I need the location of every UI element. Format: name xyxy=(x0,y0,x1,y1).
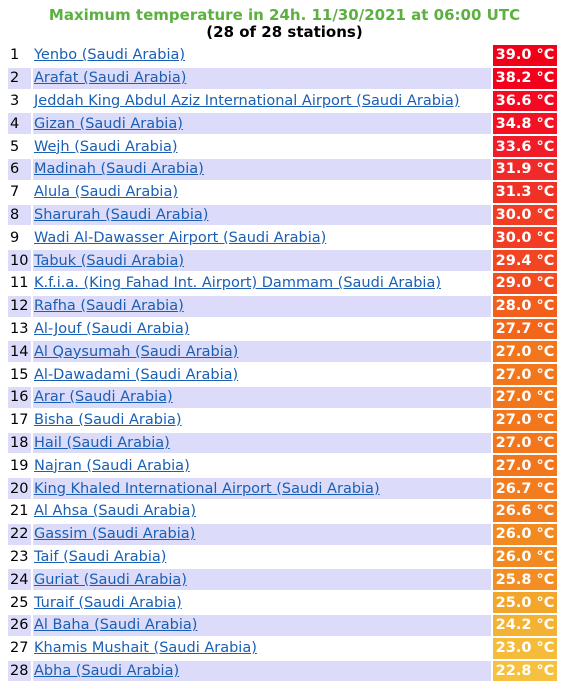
station-count: (28 of 28 stations) xyxy=(206,23,363,41)
station-rank: 4 xyxy=(8,113,31,134)
table-row xyxy=(8,455,557,476)
temperature-badge: 34.8 °C xyxy=(493,113,557,134)
station-link[interactable]: Bisha (Saudi Arabia) xyxy=(34,412,182,429)
station-rank: 13 xyxy=(8,319,31,340)
station-rank: 24 xyxy=(8,569,31,590)
station-rank: 18 xyxy=(8,433,31,454)
table-row xyxy=(8,501,557,522)
table-row xyxy=(8,341,557,362)
table-row xyxy=(8,524,557,545)
table-row xyxy=(8,250,557,271)
station-link[interactable]: Arar (Saudi Arabia) xyxy=(34,389,173,406)
station-rank: 27 xyxy=(8,638,31,659)
station-name-cell xyxy=(33,68,491,89)
station-link[interactable]: Gizan (Saudi Arabia) xyxy=(34,115,183,132)
station-link[interactable]: Arafat (Saudi Arabia) xyxy=(34,70,187,87)
station-rank: 12 xyxy=(8,296,31,317)
station-name-cell xyxy=(33,569,491,590)
temperature-badge: 26.0 °C xyxy=(493,547,557,568)
station-link[interactable]: Wejh (Saudi Arabia) xyxy=(34,138,178,155)
table-row xyxy=(8,159,557,180)
station-link[interactable]: Madinah (Saudi Arabia) xyxy=(34,161,204,178)
table-row xyxy=(8,113,557,134)
station-name-cell xyxy=(33,410,491,431)
table-row xyxy=(8,227,557,248)
station-link[interactable]: Abha (Saudi Arabia) xyxy=(34,662,180,679)
table-row xyxy=(8,569,557,590)
station-link[interactable]: Al Ahsa (Saudi Arabia) xyxy=(34,503,197,520)
temperature-badge: 27.0 °C xyxy=(493,455,557,476)
station-rank: 26 xyxy=(8,615,31,636)
temperature-badge: 26.0 °C xyxy=(493,524,557,545)
station-rank: 23 xyxy=(8,547,31,568)
temperature-badge: 27.0 °C xyxy=(493,364,557,385)
station-rank: 15 xyxy=(8,364,31,385)
station-link[interactable]: Taif (Saudi Arabia) xyxy=(34,548,167,565)
station-name-cell xyxy=(33,159,491,180)
station-rank: 7 xyxy=(8,182,31,203)
table-row xyxy=(8,45,557,66)
station-name-cell xyxy=(33,45,491,66)
station-name-cell xyxy=(33,319,491,340)
station-link[interactable]: Rafha (Saudi Arabia) xyxy=(34,298,184,315)
station-link[interactable]: Jeddah King Abdul Aziz International Airport (Saudi Arabia) xyxy=(34,92,460,109)
station-rank: 5 xyxy=(8,136,31,157)
station-link[interactable]: Khamis Mushait (Saudi Arabia) xyxy=(34,640,257,657)
station-name-cell xyxy=(33,227,491,248)
table-row xyxy=(8,433,557,454)
table-row xyxy=(8,615,557,636)
temperature-badge: 33.6 °C xyxy=(493,136,557,157)
station-rank: 17 xyxy=(8,410,31,431)
station-link[interactable]: Wadi Al-Dawasser Airport (Saudi Arabia) xyxy=(34,229,327,246)
station-link[interactable]: Yenbo (Saudi Arabia) xyxy=(34,47,186,64)
station-name-cell xyxy=(33,592,491,613)
temperature-badge: 27.0 °C xyxy=(493,387,557,408)
temperature-badge: 29.4 °C xyxy=(493,250,557,271)
temperature-badge: 30.0 °C xyxy=(493,205,557,226)
stations-table xyxy=(6,43,559,683)
temperature-badge: 31.9 °C xyxy=(493,159,557,180)
temperature-badge: 27.7 °C xyxy=(493,319,557,340)
station-name-cell xyxy=(33,296,491,317)
temperature-badge: 30.0 °C xyxy=(493,227,557,248)
station-rank: 9 xyxy=(8,227,31,248)
station-name-cell xyxy=(33,250,491,271)
station-rank: 16 xyxy=(8,387,31,408)
stations-table-body xyxy=(8,45,557,681)
station-rank: 3 xyxy=(8,91,31,112)
station-rank: 19 xyxy=(8,455,31,476)
station-link[interactable]: Turaif (Saudi Arabia) xyxy=(34,594,182,611)
table-row xyxy=(8,136,557,157)
station-name-cell xyxy=(33,182,491,203)
temperature-badge: 36.6 °C xyxy=(493,91,557,112)
station-link[interactable]: Tabuk (Saudi Arabia) xyxy=(34,252,185,269)
station-name-cell xyxy=(33,547,491,568)
temperature-badge: 27.0 °C xyxy=(493,341,557,362)
station-name-cell xyxy=(33,524,491,545)
station-link[interactable]: Al-Jouf (Saudi Arabia) xyxy=(34,320,190,337)
table-row xyxy=(8,410,557,431)
table-row xyxy=(8,68,557,89)
station-link[interactable]: Guriat (Saudi Arabia) xyxy=(34,571,187,588)
station-link[interactable]: Al Qaysumah (Saudi Arabia) xyxy=(34,343,239,360)
station-rank: 2 xyxy=(8,68,31,89)
table-row xyxy=(8,91,557,112)
temperature-badge: 31.3 °C xyxy=(493,182,557,203)
station-name-cell xyxy=(33,615,491,636)
temperature-badge: 38.2 °C xyxy=(493,68,557,89)
table-row xyxy=(8,205,557,226)
station-rank: 22 xyxy=(8,524,31,545)
temperature-badge: 27.0 °C xyxy=(493,410,557,431)
station-name-cell xyxy=(33,136,491,157)
table-row xyxy=(8,296,557,317)
station-rank: 11 xyxy=(8,273,31,294)
station-name-cell xyxy=(33,273,491,294)
station-rank: 28 xyxy=(8,661,31,682)
station-name-cell xyxy=(33,205,491,226)
station-name-cell xyxy=(33,113,491,134)
station-link[interactable]: King Khaled International Airport (Saudi Arabia) xyxy=(34,480,380,497)
table-row xyxy=(8,547,557,568)
table-row xyxy=(8,592,557,613)
temperature-badge: 25.8 °C xyxy=(493,569,557,590)
temperature-badge: 28.0 °C xyxy=(493,296,557,317)
station-link[interactable]: Alula (Saudi Arabia) xyxy=(34,184,178,201)
station-name-cell xyxy=(33,341,491,362)
station-name-cell xyxy=(33,638,491,659)
station-rank: 25 xyxy=(8,592,31,613)
table-row xyxy=(8,661,557,682)
station-name-cell xyxy=(33,478,491,499)
table-row xyxy=(8,364,557,385)
station-name-cell xyxy=(33,661,491,682)
station-name-cell xyxy=(33,455,491,476)
station-rank: 8 xyxy=(8,205,31,226)
table-row xyxy=(8,387,557,408)
temperature-badge: 26.6 °C xyxy=(493,501,557,522)
temperature-badge: 23.0 °C xyxy=(493,638,557,659)
station-rank: 6 xyxy=(8,159,31,180)
temperature-badge: 22.8 °C xyxy=(493,661,557,682)
station-link[interactable]: Al-Dawadami (Saudi Arabia) xyxy=(34,366,239,383)
table-row xyxy=(8,182,557,203)
temperature-badge: 26.7 °C xyxy=(493,478,557,499)
station-name-cell xyxy=(33,364,491,385)
station-link[interactable]: Sharurah (Saudi Arabia) xyxy=(34,206,209,223)
temperature-badge: 27.0 °C xyxy=(493,433,557,454)
station-link[interactable]: K.f.i.a. (King Fahad Int. Airport) Dammam (Saudi Arabia) xyxy=(34,275,442,292)
temperature-badge: 29.0 °C xyxy=(493,273,557,294)
station-link[interactable]: Najran (Saudi Arabia) xyxy=(34,457,190,474)
table-row xyxy=(8,273,557,294)
page-title: Maximum temperature in 24h. 11/30/2021 at 06:00 UTC xyxy=(48,6,521,24)
station-link[interactable]: Gassim (Saudi Arabia) xyxy=(34,526,196,543)
temperature-badge: 25.0 °C xyxy=(493,592,557,613)
station-rank: 21 xyxy=(8,501,31,522)
temperature-badge: 24.2 °C xyxy=(493,615,557,636)
station-rank: 1 xyxy=(8,45,31,66)
station-link[interactable]: Hail (Saudi Arabia) xyxy=(34,434,170,451)
temperature-badge: 39.0 °C xyxy=(493,45,557,66)
station-name-cell xyxy=(33,91,491,112)
table-row xyxy=(8,638,557,659)
station-rank: 14 xyxy=(8,341,31,362)
station-name-cell xyxy=(33,433,491,454)
table-row xyxy=(8,319,557,340)
station-rank: 20 xyxy=(8,478,31,499)
table-row xyxy=(8,478,557,499)
station-name-cell xyxy=(33,501,491,522)
station-rank: 10 xyxy=(8,250,31,271)
station-name-cell xyxy=(33,387,491,408)
station-link[interactable]: Al Baha (Saudi Arabia) xyxy=(34,617,198,634)
